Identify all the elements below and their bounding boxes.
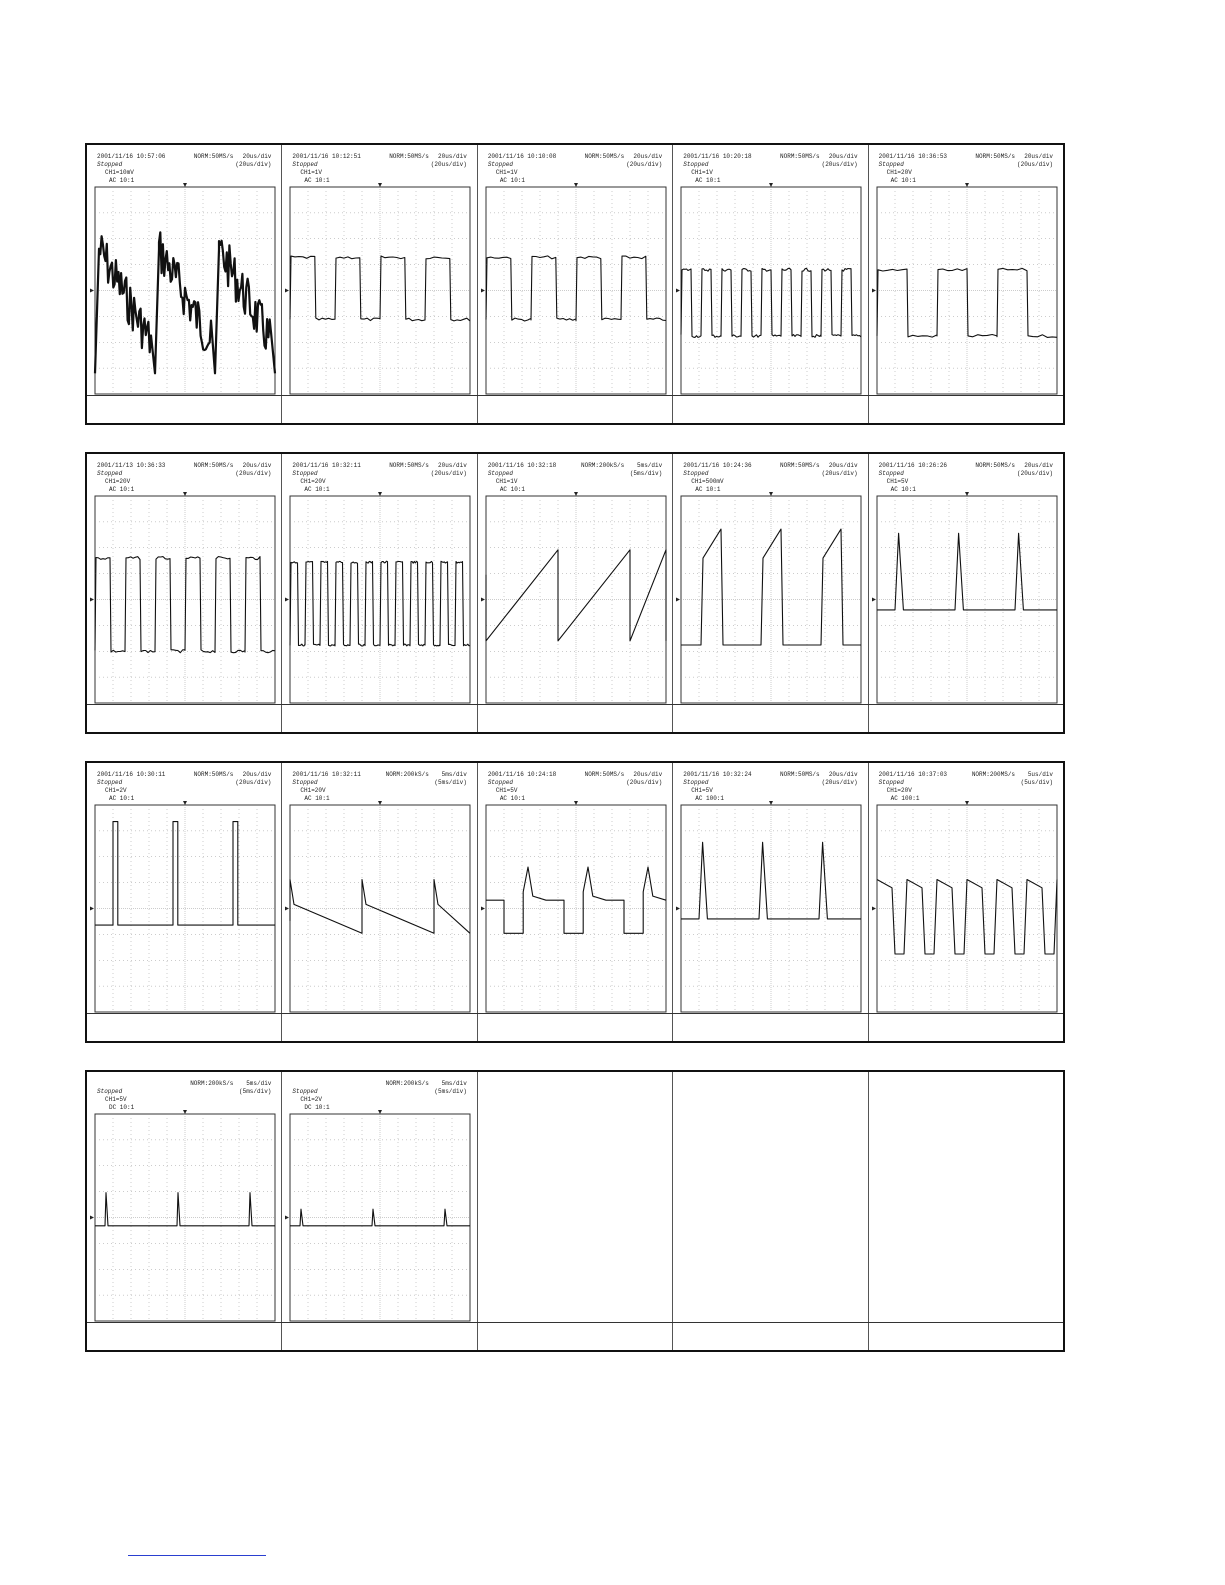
scope-screen [290,1114,470,1321]
scope-time-div-paren: (20us/div) [626,779,663,786]
scope-sample-rate: NORM:50MS/s [193,462,234,469]
scope-time-div-paren: (5ms/div) [434,1088,467,1095]
scope-status: Stopped [683,470,709,477]
scope-time-div-paren: (20us/div) [430,470,467,477]
oscilloscope-capture [877,771,1055,1010]
waveform-caption [87,1014,281,1041]
oscilloscope-capture [290,153,468,392]
scope-coupling: AC 10:1 [695,486,721,493]
scope-status: Stopped [683,779,709,786]
scope-sample-rate: NORM:50MS/s [389,462,429,469]
oscilloscope-capture [486,462,664,701]
scope-sample-rate: NORM:50MS/s [584,153,625,160]
panel-cells [87,145,1063,400]
scope-timestamp: 2001/11/16 10:57:06 [97,153,166,160]
scope-cell [281,1072,476,1327]
scope-cell [672,1072,867,1327]
caption-row [87,704,1063,732]
scope-timestamp: 2001/11/16 10:10:08 [487,153,557,160]
scope-status: Stopped [487,779,514,786]
scope-sample-rate: NORM:50MS/s [193,771,234,778]
scope-time-div: 20us/div [633,771,663,778]
scope-coupling: AC 10:1 [499,486,526,493]
scope-status: Stopped [878,470,904,477]
scope-time-div-paren: (5ms/div) [239,1088,272,1095]
ground-marker [872,598,876,602]
scope-cell [87,454,281,709]
scope-coupling: AC 100:1 [890,795,920,802]
scope-cell [477,454,672,709]
scope-timestamp: 2001/11/16 10:36:53 [878,153,948,160]
scope-channel: CH1=5V [105,1096,127,1103]
scope-time-div-paren: (20us/div) [235,161,272,168]
scope-timestamp: 2001/11/16 10:37:03 [878,771,948,778]
scope-coupling: AC 10:1 [109,177,135,184]
waveform-caption [87,1323,281,1350]
scope-coupling: AC 100:1 [695,795,725,802]
ground-marker [872,289,876,293]
scope-timestamp: 2001/11/16 10:32:11 [292,462,361,469]
scope-time-div: 20us/div [242,771,272,778]
ground-marker [676,289,680,293]
waveform-caption [868,1014,1063,1041]
scope-cell [477,1072,672,1327]
ground-marker [90,1216,94,1220]
scope-channel: CH1=10mV [105,169,134,176]
scope-channel: CH1=5V [691,787,713,794]
scope-channel: CH1=20V [300,787,326,794]
scope-cell [868,763,1063,1018]
scope-time-div-paren: (5ms/div) [434,779,467,786]
scope-screen [95,187,275,394]
oscilloscope-capture [681,462,859,701]
scope-timestamp: 2001/11/16 10:30:11 [97,771,166,778]
ground-marker [90,907,94,911]
scope-status: Stopped [292,470,318,477]
scope-cell [87,145,281,400]
scope-sample-rate: NORM:50MS/s [780,462,820,469]
waveform-caption [87,705,281,732]
waveform-caption [672,705,867,732]
scope-time-div-paren: (20us/div) [821,470,858,477]
waveform-caption [477,396,672,423]
scope-screen [95,496,275,703]
scope-time-div: 20us/div [242,153,272,160]
scope-coupling: AC 10:1 [304,177,330,184]
scope-status: Stopped [878,161,904,168]
waveform-panel [85,1070,1065,1352]
scope-coupling: AC 10:1 [890,486,916,493]
waveform-panel [85,452,1065,734]
panel-cells [87,763,1063,1018]
scope-time-div-paren: (20us/div) [235,779,272,786]
scope-screen [681,187,861,394]
scope-status: Stopped [97,779,123,786]
caption-row [87,395,1063,423]
scope-sample-rate: NORM:200kS/s [581,462,625,469]
scope-channel: CH1=1V [495,169,518,176]
scope-time-div-paren: (20us/div) [1017,470,1054,477]
waveform-caption [281,1323,476,1350]
scope-time-div: 5ms/div [441,771,467,778]
scope-sample-rate: NORM:50MS/s [193,153,234,160]
waveform-caption [281,1014,476,1041]
panel-cells [87,1072,1063,1327]
scope-time-div-paren: (5ms/div) [629,470,663,477]
waveform-caption [87,396,281,423]
scope-coupling: AC 10:1 [304,795,330,802]
scope-channel: CH1=20V [886,169,912,176]
scope-cell [868,454,1063,709]
ground-marker [285,289,289,293]
scope-timestamp: 2001/11/16 10:26:26 [878,462,948,469]
scope-timestamp: 2001/11/16 10:32:24 [683,771,752,778]
scope-status: Stopped [487,161,514,168]
scope-status: Stopped [683,161,709,168]
scope-sample-rate: NORM:200kS/s [385,1080,429,1087]
scope-channel: CH1=2V [300,1096,323,1103]
scope-coupling: AC 10:1 [109,795,135,802]
scope-time-div-paren: (20us/div) [1017,161,1054,168]
footer-link-underline [128,1555,266,1556]
ground-marker [676,907,680,911]
scope-cell [281,145,476,400]
oscilloscope-capture [290,1080,468,1319]
scope-cell [281,454,476,709]
scope-cell [672,763,867,1018]
ground-marker [676,598,680,602]
scope-screen [95,805,275,1012]
scope-channel: CH1=500mV [691,478,724,485]
scope-coupling: AC 10:1 [109,486,135,493]
caption-row [87,1322,1063,1350]
scope-status: Stopped [292,161,318,168]
scope-timestamp: 2001/11/16 10:24:36 [683,462,752,469]
waveform-panel [85,761,1065,1043]
scope-channel: CH1=1V [691,169,713,176]
scope-channel: CH1=5V [886,478,909,485]
oscilloscope-capture [95,1080,273,1319]
scope-channel: CH1=20V [886,787,912,794]
waveform-caption [477,1014,672,1041]
scope-time-div: 20us/div [438,462,467,469]
oscilloscope-capture [95,153,273,392]
waveform-panel [85,143,1065,425]
scope-sample-rate: NORM:200kS/s [190,1080,234,1087]
oscilloscope-capture [486,153,664,392]
ground-marker [285,1216,289,1220]
scope-sample-rate: NORM:50MS/s [780,153,820,160]
scope-channel: CH1=2V [105,787,127,794]
ground-marker [872,907,876,911]
scope-cell [87,763,281,1018]
scope-status: Stopped [97,470,123,477]
oscilloscope-capture [95,771,273,1010]
waveform-caption [281,396,476,423]
scope-time-div: 5ms/div [246,1080,272,1087]
scope-cell [672,145,867,400]
scope-cell [87,1072,281,1327]
scope-coupling: AC 10:1 [304,486,330,493]
scope-time-div: 20us/div [828,771,858,778]
oscilloscope-capture [681,153,859,392]
scope-cell [477,145,672,400]
scope-timestamp: 2001/11/16 10:12:51 [292,153,361,160]
scope-cell [868,145,1063,400]
scope-time-div: 5us/div [1027,771,1054,778]
scope-screen [877,187,1057,394]
oscilloscope-capture [290,771,468,1010]
waveform-caption [672,396,867,423]
ground-marker [90,598,94,602]
scope-status: Stopped [97,1088,123,1095]
scope-coupling: AC 10:1 [499,177,526,184]
scope-time-div: 20us/div [828,153,858,160]
scope-screen [877,805,1057,1012]
scope-status: Stopped [292,779,318,786]
scope-cell [281,763,476,1018]
scope-timestamp: 2001/11/16 10:24:18 [487,771,557,778]
scope-screen [877,496,1057,703]
scope-cell [672,454,867,709]
scope-time-div: 20us/div [1024,462,1054,469]
ground-marker [481,598,485,602]
scope-sample-rate: NORM:200kS/s [385,771,429,778]
scope-time-div: 20us/div [633,153,663,160]
oscilloscope-capture [290,462,468,701]
scope-status: Stopped [487,470,514,477]
scope-time-div-paren: (20us/div) [235,470,272,477]
scope-channel: CH1=5V [495,787,518,794]
oscilloscope-capture [681,771,859,1010]
scope-sample-rate: NORM:50MS/s [389,153,429,160]
scope-time-div-paren: (20us/div) [626,161,663,168]
waveform-caption [868,396,1063,423]
scope-coupling: DC 10:1 [109,1104,135,1111]
scope-sample-rate: NORM:50MS/s [780,771,820,778]
scope-cell [477,763,672,1018]
oscilloscope-capture [877,153,1055,392]
scope-time-div: 20us/div [1024,153,1054,160]
ground-marker [481,907,485,911]
scope-time-div: 5ms/div [441,1080,467,1087]
scope-channel: CH1=20V [300,478,326,485]
waveform-caption [672,1323,867,1350]
scope-screen [681,805,861,1012]
scope-screen [486,805,666,1012]
scope-time-div-paren: (5us/div) [1020,779,1054,786]
scope-time-div: 20us/div [438,153,467,160]
scope-screen [290,496,470,703]
ground-marker [285,907,289,911]
waveform-caption [281,705,476,732]
scope-timestamp: 2001/11/16 10:32:18 [487,462,557,469]
oscilloscope-capture [486,771,664,1010]
ground-marker [481,289,485,293]
scope-status: Stopped [878,779,904,786]
waveform-caption [477,1323,672,1350]
panel-cells [87,454,1063,709]
ground-marker [285,598,289,602]
scope-time-div-paren: (20us/div) [821,779,858,786]
scope-screen [486,496,666,703]
scope-screen [95,1114,275,1321]
waveform-caption [477,705,672,732]
scope-timestamp: 2001/11/16 10:20:18 [683,153,752,160]
scope-channel: CH1=1V [495,478,518,485]
scope-timestamp: 2001/11/13 10:36:33 [97,462,166,469]
scope-status: Stopped [292,1088,318,1095]
waveform-caption [868,705,1063,732]
scope-time-div: 20us/div [242,462,272,469]
waveform-caption [868,1323,1063,1350]
scope-coupling: AC 10:1 [890,177,916,184]
waveform-caption [672,1014,867,1041]
scope-coupling: AC 10:1 [695,177,721,184]
scope-channel: CH1=20V [105,478,131,485]
scope-time-div: 20us/div [828,462,858,469]
scope-coupling: AC 10:1 [499,795,526,802]
oscilloscope-capture [877,462,1055,701]
scope-sample-rate: NORM:200MS/s [971,771,1016,778]
scope-timestamp: 2001/11/16 10:32:11 [292,771,361,778]
scope-screen [486,187,666,394]
scope-time-div-paren: (20us/div) [821,161,858,168]
scope-time-div: 5ms/div [637,462,663,469]
oscilloscope-capture [95,462,273,701]
scope-sample-rate: NORM:50MS/s [975,153,1016,160]
scope-screen [290,187,470,394]
scope-screen [290,805,470,1012]
scope-sample-rate: NORM:50MS/s [584,771,625,778]
scope-status: Stopped [97,161,123,168]
scope-cell [868,1072,1063,1327]
scope-sample-rate: NORM:50MS/s [975,462,1016,469]
scope-coupling: DC 10:1 [304,1104,330,1111]
scope-time-div-paren: (20us/div) [430,161,467,168]
scope-channel: CH1=1V [300,169,323,176]
scope-screen [681,496,861,703]
ground-marker [90,289,94,293]
caption-row [87,1013,1063,1041]
